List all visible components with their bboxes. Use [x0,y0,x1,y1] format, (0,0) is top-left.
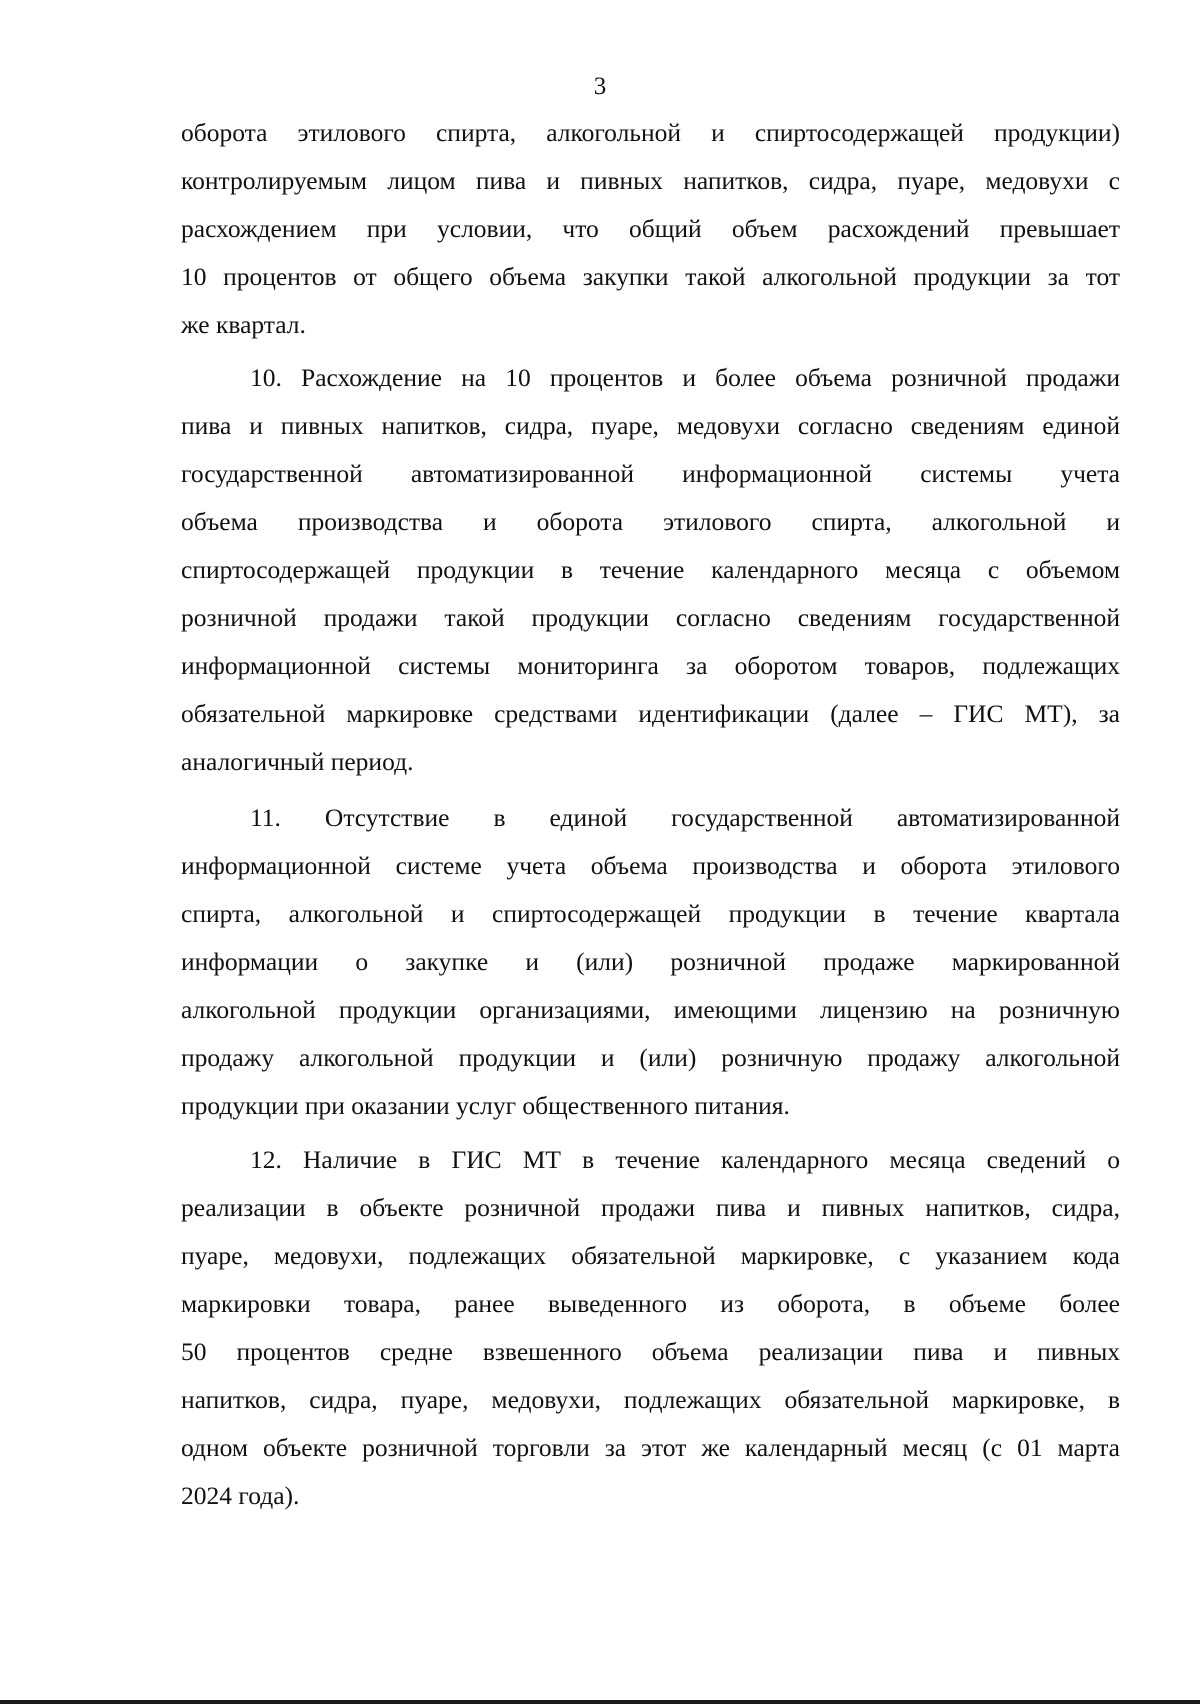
text-line: объема производства и оборота этилового спирта, алкогольной и [181,507,1120,536]
text-line: продажу алкогольной продукции и (или) розничную продажу алкогольной [181,1043,1120,1072]
text-line: государственной автоматизированной информационной системы учета [181,459,1120,488]
text-line: продукции при оказании услуг общественного питания. [181,1091,790,1120]
text-line: одном объекте розничной торговли за этот же календарный месяц (с 01 марта [181,1433,1120,1462]
text-line: спирта, алкогольной и спиртосодержащей продукции в течение квартала [181,899,1120,928]
paragraph-item-12 [181,1136,1120,1520]
text-line: алкогольной продукции организациями, имеющими лицензию на розничную [181,995,1120,1024]
paragraph-item-10 [181,354,1120,786]
text-line: информационной системе учета объема производства и оборота этилового [181,851,1120,880]
text-line: 10. Расхождение на 10 процентов и более объема розничной продажи [250,363,1120,392]
scan-edge-divider [0,1700,1200,1704]
text-line: напитков, сидра, пуаре, медовухи, подлежащих обязательной маркировке, в [181,1385,1120,1414]
paragraph-item-11 [181,794,1120,1130]
text-line: аналогичный период. [181,747,414,776]
text-line: пуаре, медовухи, подлежащих обязательной маркировке, с указанием кода [181,1241,1120,1270]
page-number: 3 [593,73,607,100]
text-line: реализации в объекте розничной продажи пива и пивных напитков, сидра, [181,1193,1120,1222]
text-line: розничной продажи такой продукции согласно сведениям государственной [181,603,1120,632]
text-line: расхождением при условии, что общий объем расхождений превышает [181,214,1120,243]
text-line: информационной системы мониторинга за оборотом товаров, подлежащих [181,651,1120,680]
text-line: 12. Наличие в ГИС МТ в течение календарного месяца сведений о [250,1145,1120,1174]
text-line: спиртосодержащей продукции в течение календарного месяца с объемом [181,555,1120,584]
text-line: контролируемым лицом пива и пивных напитков, сидра, пуаре, медовухи с [181,166,1120,195]
text-line: пива и пивных напитков, сидра, пуаре, медовухи согласно сведениям единой [181,411,1120,440]
text-line: обязательной маркировке средствами идентификации (далее – ГИС МТ), за [181,699,1120,728]
text-line: 50 процентов средне взвешенного объема реализации пива и пивных [181,1337,1120,1366]
text-line: информации о закупке и (или) розничной продаже маркированной [181,947,1120,976]
text-line: же квартал. [181,310,306,339]
text-line: 11. Отсутствие в единой государственной автоматизированной [250,803,1120,832]
text-line: маркировки товара, ранее выведенного из оборота, в объеме более [181,1289,1120,1318]
text-line: оборота этилового спирта, алкогольной и спиртосодержащей продукции) [181,118,1120,147]
text-line: 2024 года). [181,1481,300,1510]
paragraph-continuation [181,109,1120,349]
text-line: 10 процентов от общего объема закупки такой алкогольной продукции за тот [181,262,1120,291]
